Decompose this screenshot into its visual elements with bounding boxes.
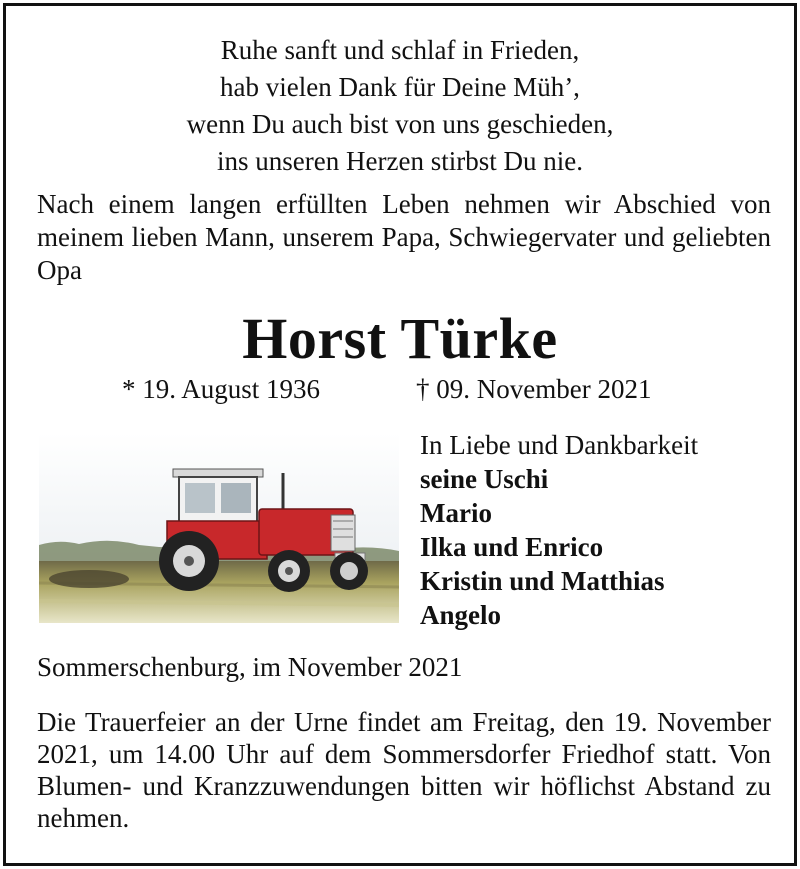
mourner-name: seine Uschi bbox=[420, 464, 549, 494]
poem-line: wenn Du auch bist von uns geschieden, bbox=[186, 109, 614, 139]
mourners-heading: In Liebe und Dankbarkeit bbox=[420, 430, 699, 460]
birth-date: * 19. August 1936 bbox=[122, 374, 321, 404]
mourner-name: Ilka und Enrico bbox=[420, 532, 604, 562]
poem-line: Ruhe sanft und schlaf in Frieden, bbox=[220, 35, 580, 65]
death-date: † 09. November 2021 bbox=[416, 374, 652, 404]
obituary-notice bbox=[3, 3, 797, 866]
funeral-notice: Die Trauerfeier an der Urne findet am Freitag, den 19. November 2021, um 14.00 Uhr auf dem Sommersdorfer Friedhof statt. Von Blumen- und Kranzzuwendungen bitten wir höflichst Abstand zu nehmen. bbox=[37, 707, 771, 833]
mourners-list bbox=[420, 428, 698, 632]
deceased-name: Horst Türke bbox=[242, 306, 558, 371]
mourner-name: Angelo bbox=[420, 600, 501, 630]
mourner-name: Mario bbox=[420, 498, 492, 528]
place-date: Sommerschenburg, im November 2021 bbox=[37, 652, 463, 682]
mourner-name: Kristin und Matthias bbox=[420, 566, 665, 596]
tractor-photo bbox=[39, 433, 399, 623]
poem-line: ins unseren Herzen stirbst Du nie. bbox=[217, 146, 583, 176]
poem bbox=[6, 32, 794, 180]
poem-line: hab vielen Dank für Deine Müh’, bbox=[220, 72, 580, 102]
intro-text: Nach einem langen erfüllten Leben nehmen wir Abschied von meinem lieben Mann, unserem Papa, Schwiegervater und geliebten Opa bbox=[37, 189, 771, 285]
